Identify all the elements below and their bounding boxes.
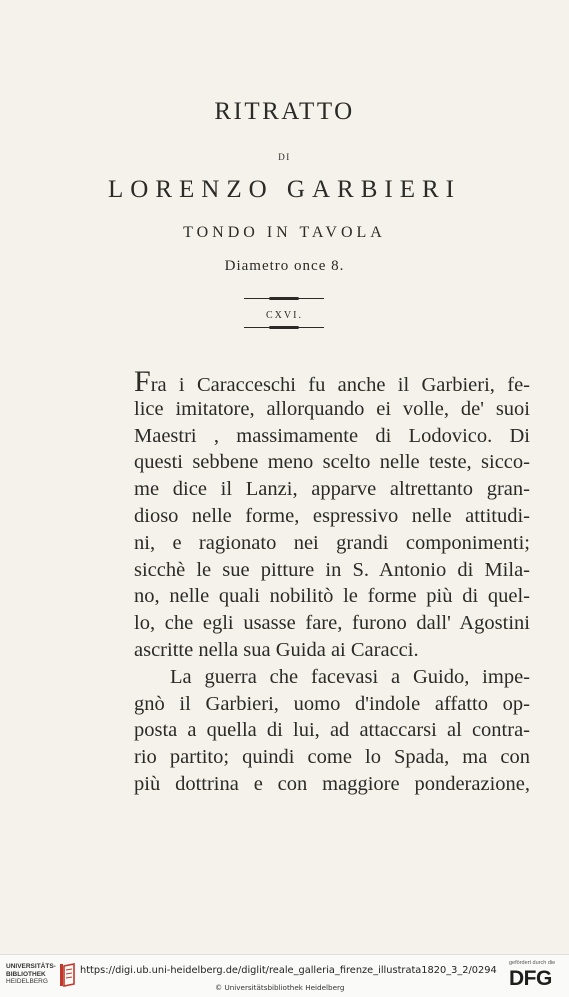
funding-note: gefördert durch die bbox=[509, 960, 556, 966]
text-line: no, nelle quali nobilitò le forme più di quel- bbox=[134, 585, 530, 608]
permalink-url[interactable]: https://digi.ub.uni-heidelberg.de/diglit/reale_galleria_firenze_illustrata1820_3_2/0294 bbox=[80, 965, 497, 976]
viewer-footer bbox=[0, 954, 569, 997]
ornamental-rule-bottom bbox=[244, 327, 324, 328]
text-line: più dottrina e con maggiore ponderazione, bbox=[134, 772, 530, 795]
artwork-medium: TONDO IN TAVOLA bbox=[183, 224, 386, 241]
text-line: Fra i Caracceschi fu anche il Garbieri, fe- bbox=[134, 365, 530, 398]
text-line: posta a quella di lui, ad attaccarsi al contra- bbox=[134, 719, 530, 742]
page-title: RITRATTO bbox=[214, 98, 355, 125]
artwork-dimension: Diametro once 8. bbox=[224, 258, 345, 274]
text-line: me dice il Lanzi, apparve altrettanto gran- bbox=[134, 478, 530, 501]
dfg-logo: DFG bbox=[509, 967, 552, 990]
text-line: lo, che egli usasse fare, furono dall' Agostini bbox=[134, 612, 530, 635]
text-line: gnò il Garbieri, uomo d'indole affatto op- bbox=[134, 692, 530, 715]
text-line: rio partito; quindi come lo Spada, ma con bbox=[134, 746, 530, 769]
library-emblem-icon bbox=[56, 962, 78, 988]
copyright-notice: © Universitätsbibliothek Heidelberg bbox=[215, 983, 345, 992]
drop-cap: F bbox=[134, 365, 151, 398]
plate-number: CXVI. bbox=[266, 310, 303, 321]
text-line: lice imitatore, allorquando ei volle, de' suoi bbox=[134, 397, 530, 420]
text-line: questi sebbene meno scelto nelle teste, sicco- bbox=[134, 451, 530, 474]
text-line: La guerra che facevasi a Guido, impe- bbox=[170, 665, 530, 688]
text-line: ni, e ragionato nei grandi componimenti; bbox=[134, 531, 530, 554]
text-line: sicchè le sue pitture in S. Antonio di Mila- bbox=[134, 558, 530, 581]
body-text bbox=[134, 365, 530, 798]
text-line: ascritte nella sua Guida ai Caracci. bbox=[134, 638, 419, 661]
text-line: Maestri , massimamente di Lodovico. Di bbox=[134, 424, 530, 447]
artist-name: LORENZO GARBIERI bbox=[108, 176, 461, 203]
text-line: dioso nelle forme, espressivo nelle attitudi- bbox=[134, 504, 530, 527]
library-logo: UNIVERSITÄTS- BIBLIOTHEK HEIDELBERG bbox=[6, 963, 56, 985]
ornamental-rule-top bbox=[244, 298, 324, 299]
title-preposition: DI bbox=[278, 152, 291, 162]
